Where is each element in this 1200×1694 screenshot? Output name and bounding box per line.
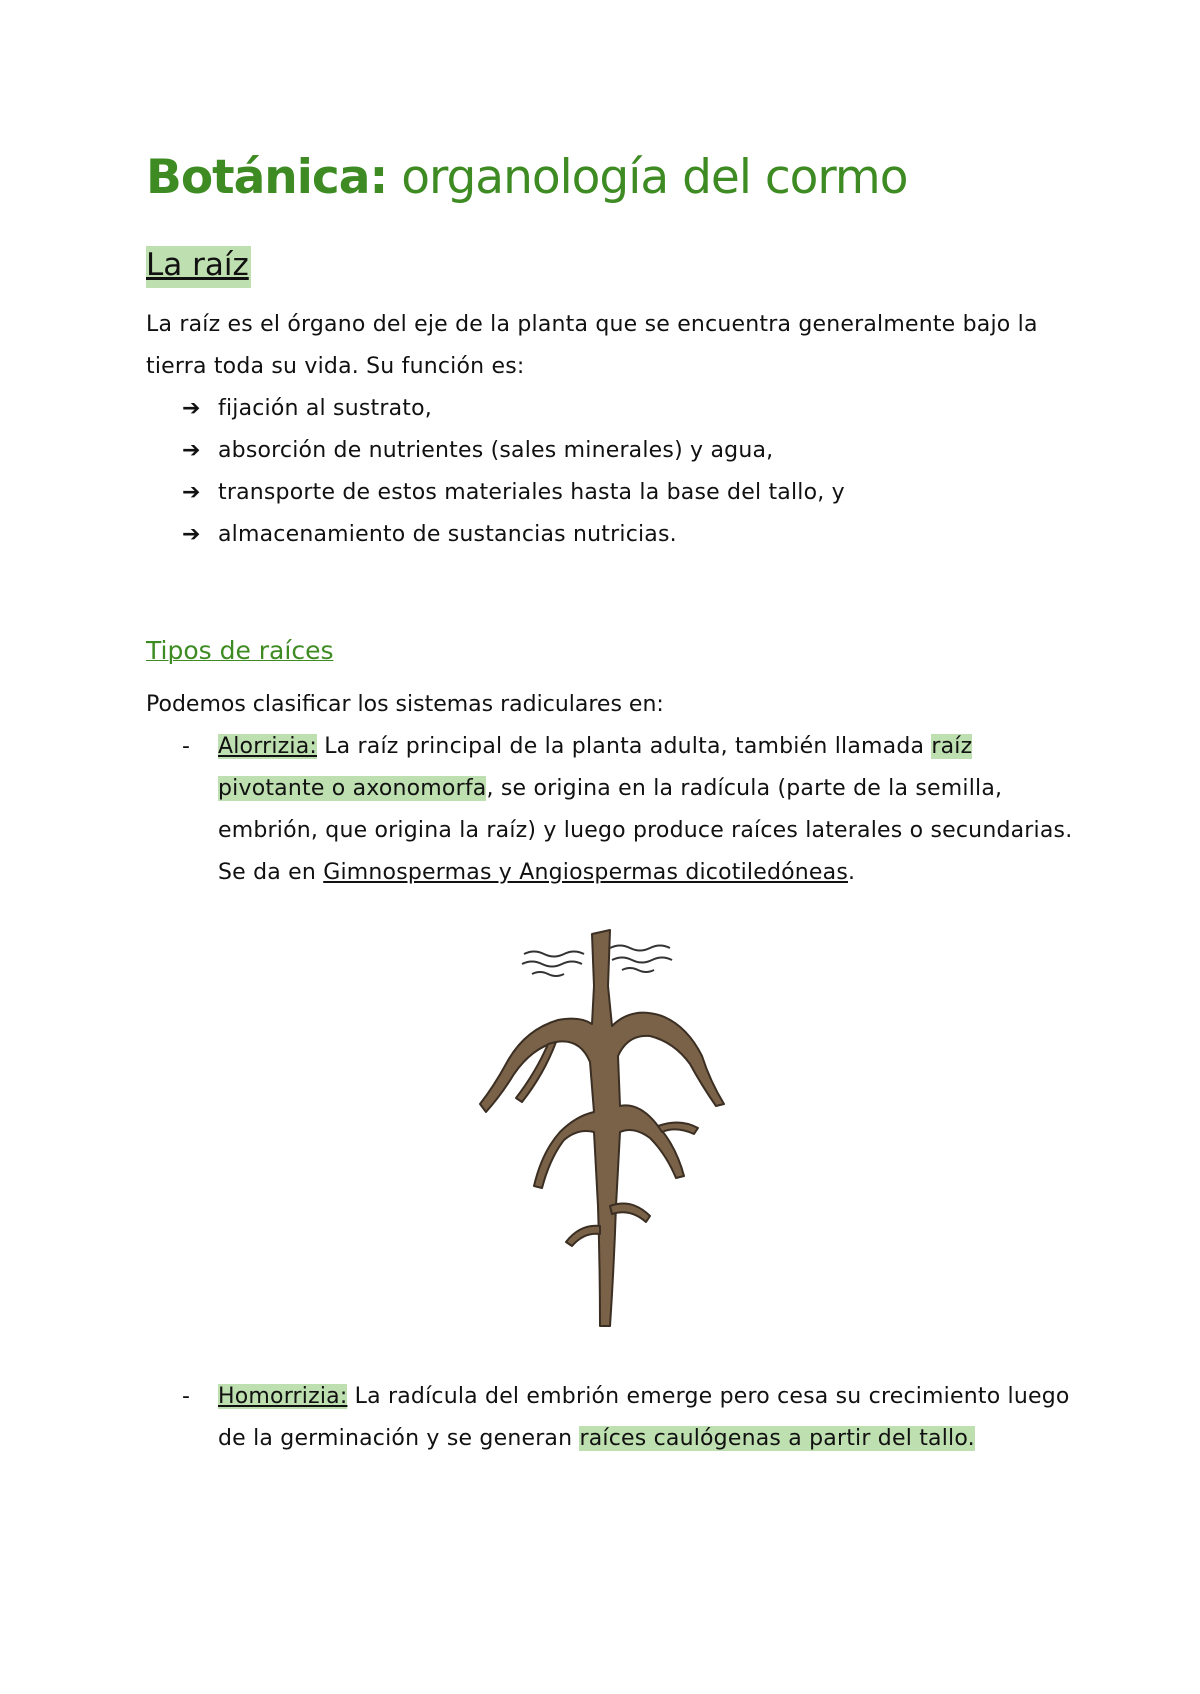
underline-gimnospermas: Gimnospermas y Angiospermas dicotiledóneas [323,860,848,886]
arrow-right-icon: ➔ [182,522,201,548]
section-paragraph: La raíz es el órgano del eje de la planta que se encuentra generalmente bajo la tierra toda su vida. Su función es: [146,312,1038,380]
taproot-illustration [462,906,762,1346]
function-text: absorción de nutrientes (sales minerales) y agua, [218,438,774,464]
list-item-homorrizia [146,1376,1076,1460]
subheading-tipos-de-raices: Tipos de raíces [146,636,334,666]
arrow-right-icon: ➔ [182,480,201,506]
homorrizia-text-1: La radícula del embrión emerge pero cesa su crecimiento luego de la germinación y se generan [218,1384,1070,1452]
document-page [146,150,1076,1460]
title-sub: organología del cormo [387,150,908,205]
alorrizia-text-2: , se origina en la radícula (parte de la semilla, embrión, que origina la raíz) y luego produce raíces laterales o secundarias. Se da en [218,776,1073,886]
taproot-figure [146,896,1076,1376]
term-alorrizia: Alorrizia: [218,734,317,760]
function-item [182,514,1076,556]
root-shape [480,930,724,1326]
function-text: transporte de estos materiales hasta la base del tallo, y [218,480,845,506]
alorrizia-text-3: . [848,860,856,886]
page-title [146,150,1076,206]
alorrizia-text-1: La raíz principal de la planta adulta, también llamada [317,734,932,760]
list-item-alorrizia [146,726,1076,894]
function-text: almacenamiento de sustancias nutricias. [218,522,677,548]
dash-bullet: - [182,734,191,760]
function-item [182,472,1076,514]
term-homorrizia: Homorrizia: [218,1384,348,1410]
root-types-list [146,726,1076,894]
function-item [182,430,1076,472]
section-heading-la-raiz: La raíz [146,246,251,288]
function-list [146,388,1076,556]
types-intro: Podemos clasificar los sistemas radiculares en: [146,692,664,718]
function-item [182,388,1076,430]
dash-bullet: - [182,1384,191,1410]
highlight-raices-caulogenas: raíces caulógenas a partir del tallo. [579,1426,975,1452]
function-text: fijación al sustrato, [218,396,432,422]
arrow-right-icon: ➔ [182,396,201,422]
highlight-raiz-pivotante: raíz pivotante o axonomorfa [218,734,973,802]
root-types-list-2 [146,1376,1076,1460]
arrow-right-icon: ➔ [182,438,201,464]
title-main: Botánica: [146,150,388,205]
